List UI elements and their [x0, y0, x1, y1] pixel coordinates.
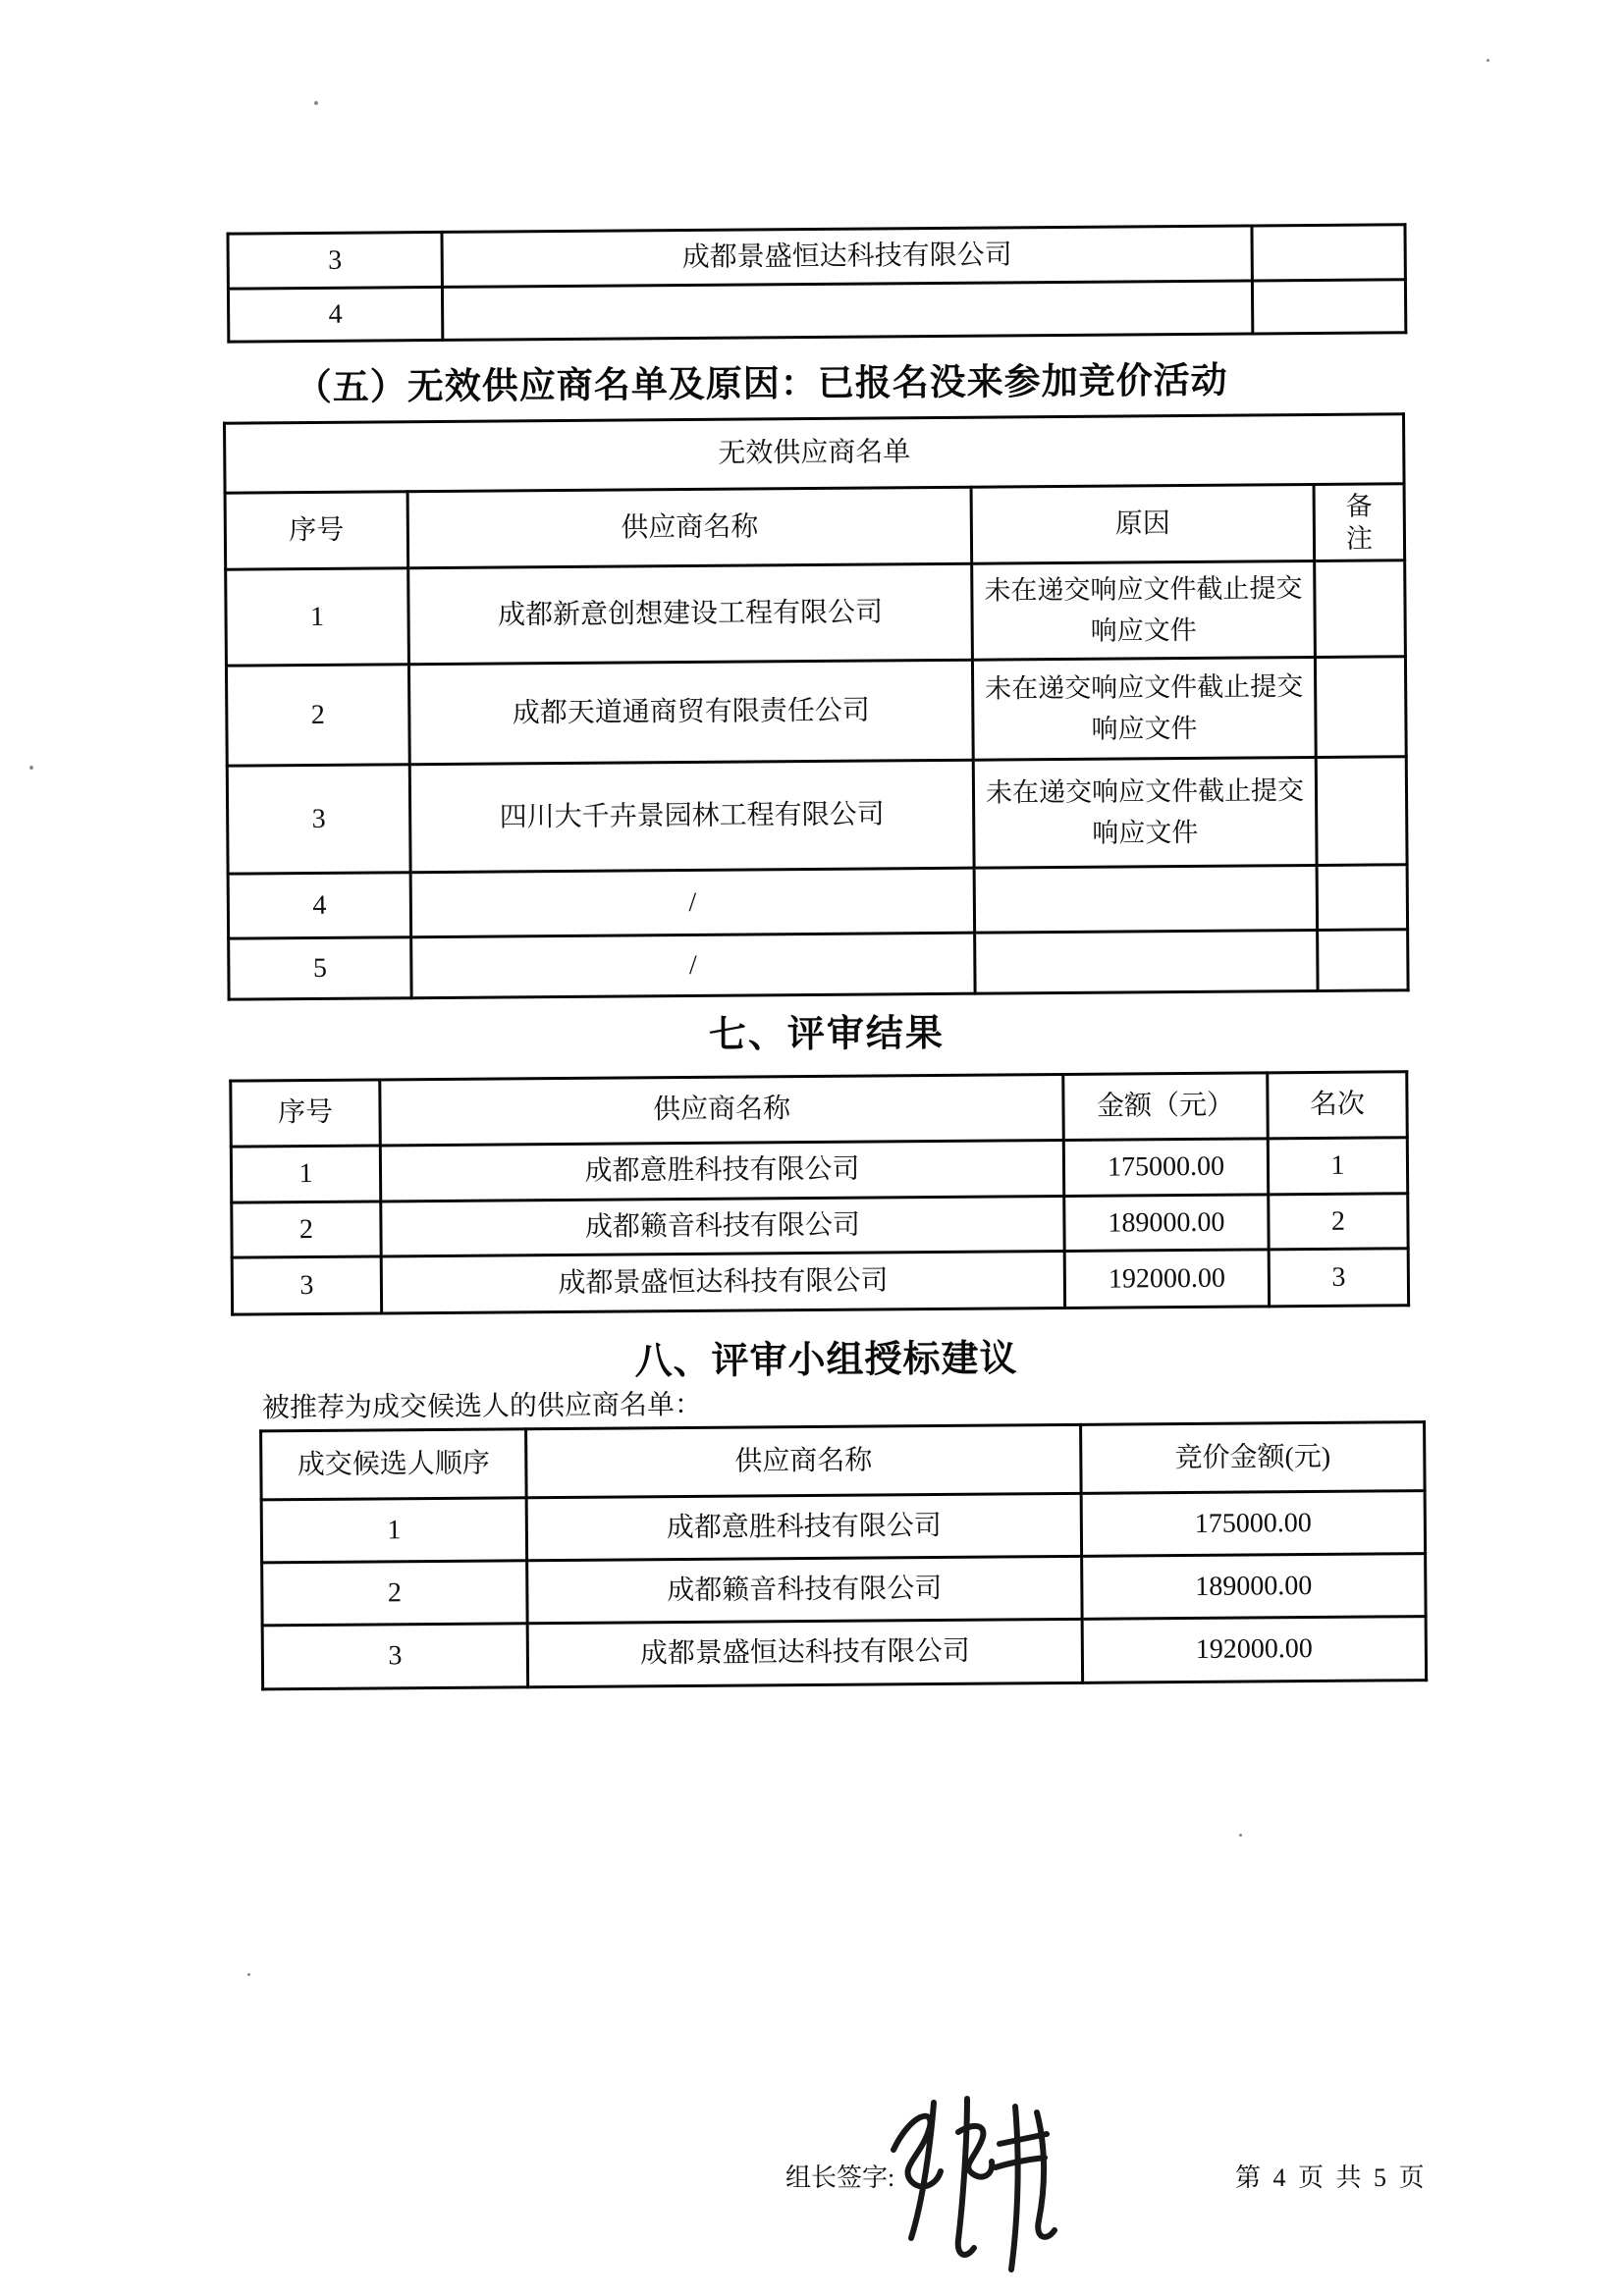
cell-amount: 175000.00 [1081, 1491, 1425, 1557]
cell-supplier-name: 成都籁音科技有限公司 [527, 1556, 1082, 1623]
table-row [232, 1194, 1408, 1257]
header-remark-line2: 注 [1345, 523, 1374, 554]
table-row [226, 657, 1406, 766]
cell-supplier-name: 成都景盛恒达科技有限公司 [527, 1619, 1082, 1686]
cell-remark [1316, 757, 1407, 866]
cell-supplier-name: / [411, 933, 975, 998]
cell-no: 4 [228, 287, 442, 342]
cell-order: 2 [262, 1561, 527, 1626]
qualified-suppliers-continuation-table [226, 223, 1407, 343]
table-title: 无效供应商名单 [225, 414, 1405, 493]
table-header-row [261, 1422, 1426, 1500]
cell-amount: 192000.00 [1082, 1617, 1426, 1683]
cell-reason: 未在递交响应文件截止提交响应文件 [972, 561, 1316, 660]
cell-supplier-name: 成都新意创想建设工程有限公司 [408, 563, 973, 665]
section5-heading: （五）无效供应商名单及原因：已报名没来参加竞价活动 [295, 360, 1228, 409]
table-row [229, 930, 1408, 999]
cell-supplier-name [442, 281, 1252, 340]
review-results-table [229, 1070, 1410, 1315]
cell-supplier-name: 成都籁音科技有限公司 [381, 1196, 1064, 1255]
table-row [231, 1138, 1407, 1202]
cell-no: 4 [228, 873, 411, 938]
cell-supplier-name: 成都景盛恒达科技有限公司 [442, 226, 1252, 287]
scan-speck [314, 101, 318, 105]
header-no: 序号 [231, 1080, 381, 1147]
scan-speck [1487, 59, 1489, 62]
cell-no: 5 [229, 937, 411, 999]
header-supplier: 供应商名称 [407, 487, 972, 568]
header-bid-amount: 竞价金额(元) [1081, 1422, 1426, 1494]
cell-no: 3 [228, 232, 442, 289]
header-amount: 金额（元） [1063, 1073, 1269, 1141]
cell-no: 1 [226, 568, 409, 666]
cell-no: 2 [226, 665, 409, 766]
table-row [262, 1554, 1426, 1626]
cell-supplier-name: 四川大千卉景园林工程有限公司 [409, 760, 974, 873]
table-row [226, 561, 1406, 666]
cell-amount: 189000.00 [1082, 1554, 1426, 1620]
table-header-row [225, 484, 1405, 569]
invalid-suppliers-table [223, 412, 1410, 1000]
award-recommendation-table [259, 1420, 1428, 1690]
cell-remark [1317, 865, 1408, 931]
cell-rank: 1 [1268, 1138, 1407, 1195]
header-supplier: 供应商名称 [526, 1424, 1082, 1497]
cell-remark [1315, 657, 1406, 758]
scan-speck [247, 1973, 250, 1976]
header-candidate-order: 成交候选人顺序 [261, 1429, 527, 1500]
cell-note [1252, 280, 1405, 334]
cell-no: 3 [232, 1256, 381, 1314]
section8-heading: 八、评审小组授标建议 [634, 1338, 1018, 1383]
table-row [228, 225, 1405, 289]
table-header-row [231, 1072, 1407, 1147]
cell-remark [1318, 930, 1408, 991]
cell-supplier-name: 成都意胜科技有限公司 [526, 1493, 1081, 1560]
table-row [228, 280, 1405, 342]
cell-no: 3 [227, 765, 410, 874]
cell-rank: 2 [1269, 1194, 1408, 1250]
cell-order: 3 [262, 1624, 528, 1689]
cell-amount: 175000.00 [1063, 1139, 1268, 1197]
header-reason: 原因 [971, 484, 1315, 563]
page-number-label: 第 4 页 共 5 页 [1235, 2163, 1428, 2192]
cell-no: 1 [231, 1146, 380, 1202]
section8-intro-text: 被推荐为成交候选人的供应商名单： [261, 1389, 703, 1424]
cell-supplier-name: 成都意胜科技有限公司 [380, 1140, 1063, 1201]
team-leader-signature-label: 组长签字: [785, 2163, 895, 2192]
section7-heading: 七、评审结果 [708, 1012, 946, 1056]
header-rank: 名次 [1268, 1072, 1408, 1139]
cell-no: 2 [232, 1201, 381, 1257]
scan-speck [1239, 1834, 1242, 1837]
header-remark [1314, 484, 1405, 561]
handwritten-signature [872, 2073, 1088, 2284]
cell-reason: 未在递交响应文件截止提交响应文件 [972, 657, 1316, 760]
header-remark-line1: 备 [1345, 491, 1373, 521]
cell-supplier-name: 成都景盛恒达科技有限公司 [381, 1251, 1064, 1312]
header-no: 序号 [225, 492, 408, 569]
scan-speck [29, 766, 33, 770]
header-supplier: 供应商名称 [380, 1074, 1064, 1145]
cell-supplier-name: / [410, 868, 975, 937]
cell-amount: 192000.00 [1064, 1250, 1269, 1308]
table-row [227, 757, 1407, 874]
table-row [261, 1491, 1425, 1563]
table-row [232, 1249, 1408, 1314]
table-row [228, 865, 1407, 938]
cell-remark [1315, 561, 1406, 658]
cell-reason [975, 930, 1318, 993]
cell-order: 1 [261, 1498, 526, 1563]
cell-amount: 189000.00 [1064, 1195, 1269, 1252]
table-title-row [225, 414, 1405, 493]
cell-supplier-name: 成都天道通商贸有限责任公司 [408, 660, 973, 765]
table-row [262, 1617, 1426, 1689]
cell-reason: 未在递交响应文件截止提交响应文件 [973, 757, 1317, 868]
cell-rank: 3 [1269, 1249, 1408, 1307]
cell-reason [974, 865, 1318, 933]
cell-note [1252, 225, 1405, 281]
